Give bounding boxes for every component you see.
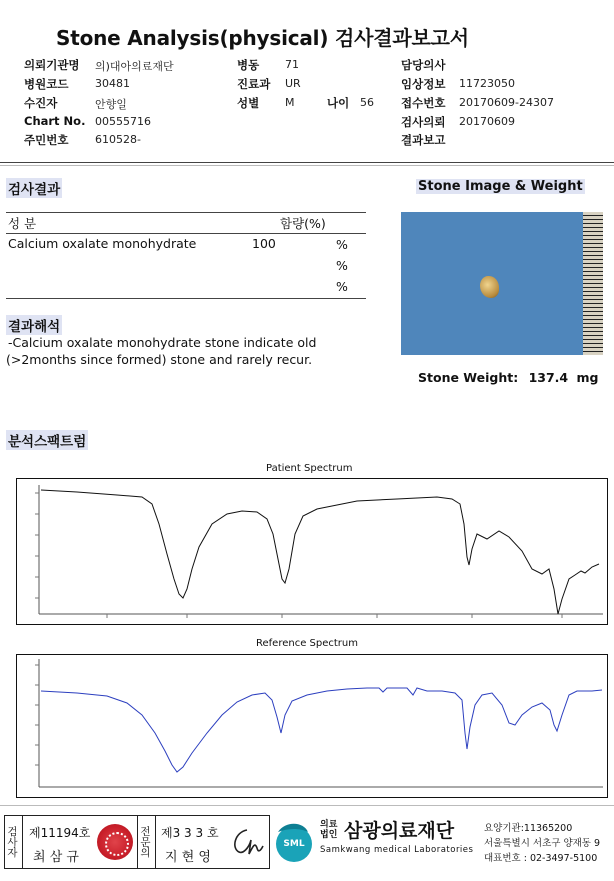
clinical-info-label: 임상정보 [401, 77, 446, 91]
col-content-header: 함량(%) [280, 216, 326, 231]
agency-no: 요양기관:11365200 [484, 823, 573, 834]
result-component: Calcium oxalate monohydrate [8, 236, 197, 251]
logo-text: SML [283, 839, 305, 849]
address: 서울특별시 서초구 양재동 9 [484, 838, 601, 849]
sex-value: M [285, 96, 295, 109]
interpretation-section-title: 결과해석 [6, 315, 62, 335]
dept-label: 진료과 [237, 77, 271, 91]
ward-label: 병동 [237, 58, 260, 72]
hospital-code-label: 병원코드 [24, 77, 69, 91]
stone-section-title: Stone Image & Weight [418, 179, 583, 194]
y-ticks [35, 493, 39, 598]
reference-spectrum-line [41, 688, 602, 772]
result-unit: % [336, 258, 348, 273]
receipt-no-label: 접수번호 [401, 96, 446, 110]
result-unit: % [336, 279, 348, 294]
specialist-signature-icon [227, 826, 265, 858]
reference-spectrum-title: Reference Spectrum [256, 638, 358, 649]
examiner-vertical-label: 검사자 [6, 826, 18, 858]
patient-spectrum-title: Patient Spectrum [266, 463, 353, 474]
ward-value: 71 [285, 58, 299, 71]
patient-spectrum-svg [17, 479, 607, 624]
doctor-label: 담당의사 [401, 58, 446, 72]
signature-box [4, 815, 270, 869]
org-name: 삼광의료재단 [344, 820, 455, 842]
examiner-license-no: 제11194호 [29, 826, 91, 840]
clinical-info-value: 11723050 [459, 77, 515, 90]
footer-divider [0, 805, 614, 806]
stone-photo [401, 212, 603, 355]
age-label: 나이 [327, 96, 350, 110]
examiner-seal-icon [97, 824, 133, 860]
reference-spectrum-svg [17, 655, 607, 797]
report-title: Stone Analysis(physical) 검사결과보고서 [56, 26, 469, 50]
results-table-bottom-line [6, 298, 366, 299]
collector-value: 안향일 [95, 98, 127, 111]
stone-weight-label: Stone Weight: [418, 370, 519, 385]
stone-weight-value: 137.4 [528, 370, 569, 385]
org-type-top: 의료 [320, 820, 338, 830]
col-component-header: 성 분 [8, 216, 37, 231]
specialist-vertical-label: 전문의 [139, 826, 151, 858]
org-type-bottom: 법인 [320, 830, 338, 840]
patient-spectrum-line [41, 490, 599, 614]
reference-spectrum-plot [16, 654, 608, 798]
phone: 대표번호 : 02-3497-5100 [484, 853, 598, 864]
stone-specimen [480, 276, 499, 298]
patient-spectrum-plot [16, 478, 608, 625]
institution-value: 의)대아의료재단 [95, 60, 174, 73]
institution-label: 의뢰기관명 [24, 58, 80, 72]
chart-no-value: 00555716 [95, 115, 151, 128]
interpretation-line-2: (>2months since formed) stone and rarely recur. [6, 352, 313, 367]
hospital-code-value: 30481 [95, 77, 130, 90]
chart-no-label: Chart No. [24, 114, 86, 128]
examiner-name: 최 삼 규 [33, 850, 79, 865]
sml-logo-icon [272, 820, 316, 864]
interpretation-line-1: -Calcium oxalate monohydrate stone indicate old [8, 335, 317, 350]
specialist-license-no: 제3 3 3 호 [161, 826, 219, 840]
header-divider [0, 162, 614, 163]
y-ticks [35, 665, 39, 765]
resident-no-label: 주민번호 [24, 133, 69, 147]
ruler-scale [583, 212, 603, 355]
stone-weight-unit: mg [576, 370, 599, 385]
result-report-label: 결과보고 [401, 133, 446, 147]
collector-label: 수진자 [24, 96, 58, 110]
org-type-label [320, 820, 337, 840]
result-value: 100 [252, 236, 276, 251]
x-ticks [107, 614, 562, 618]
results-table-top-line [6, 212, 366, 213]
spectrum-section-title: 분석스팩트럼 [6, 430, 88, 450]
header-divider-thin [0, 165, 614, 166]
test-request-value: 20170609 [459, 115, 515, 128]
sex-label: 성별 [237, 96, 260, 110]
result-unit: % [336, 237, 348, 252]
age-value: 56 [360, 96, 374, 109]
results-table-header-line [6, 233, 366, 234]
specialist-name: 지 현 영 [165, 850, 211, 865]
stone-weight-row [418, 370, 598, 385]
test-request-label: 검사의뢰 [401, 115, 446, 129]
dept-value: UR [285, 77, 301, 90]
results-section-title: 검사결과 [6, 178, 62, 198]
resident-no-value: 610528- [95, 133, 141, 146]
org-english-name: Samkwang medical Laboratories [320, 845, 474, 855]
receipt-no-value: 20170609-24307 [459, 96, 554, 109]
